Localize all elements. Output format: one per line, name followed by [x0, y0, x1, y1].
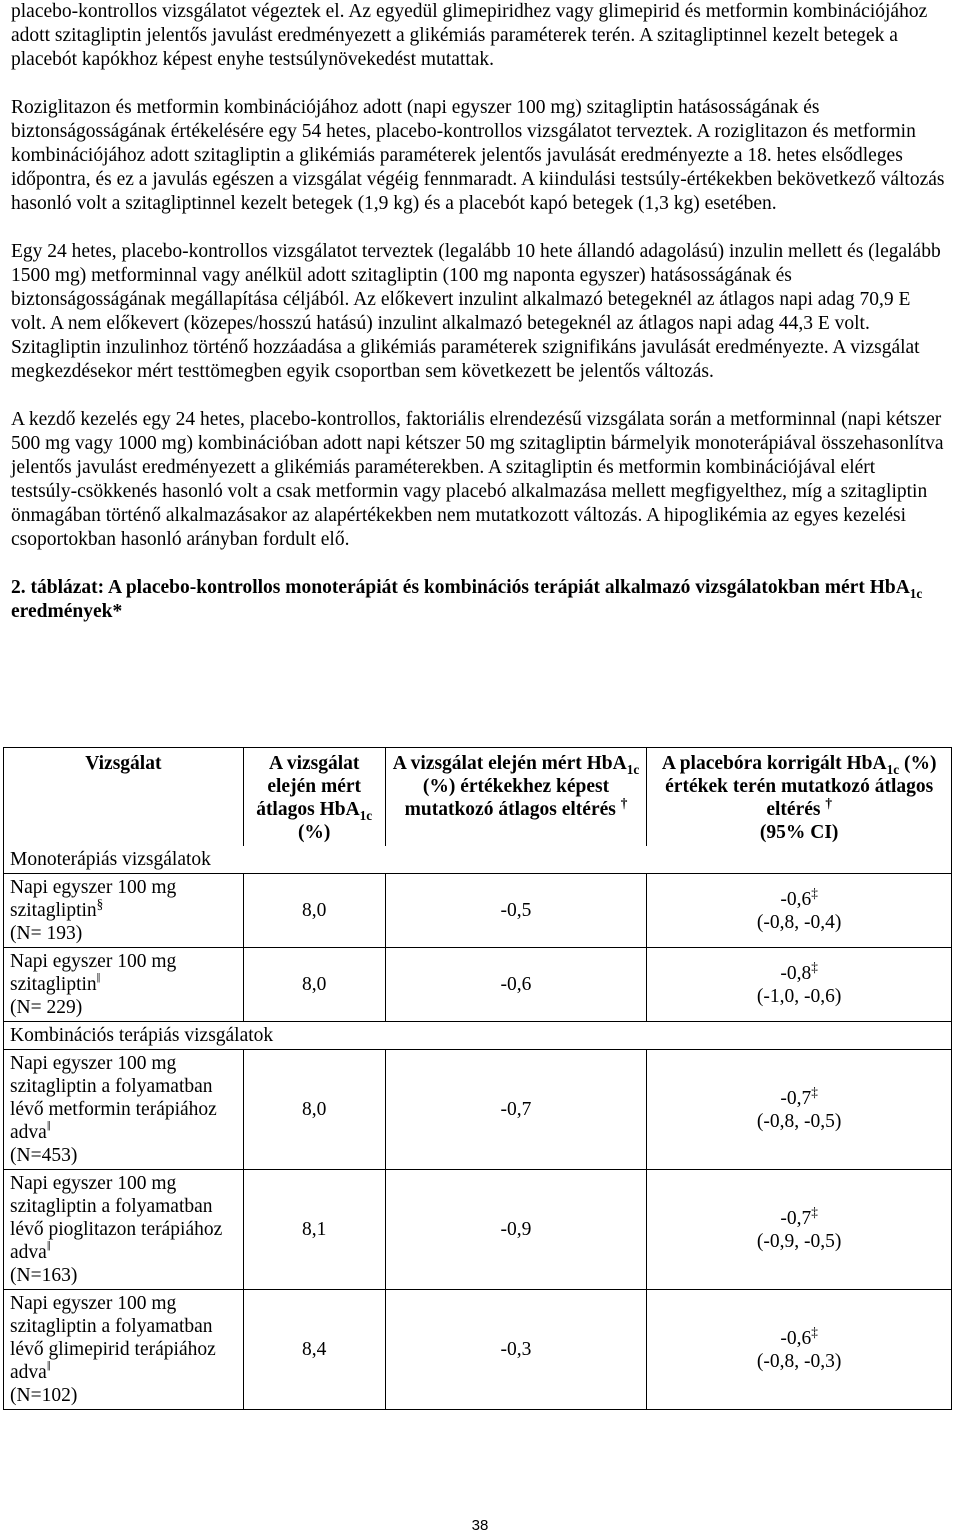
placebo-value: -0,8 [780, 962, 812, 984]
study-footnote-mark: ‖ [46, 1358, 51, 1374]
header-change-sub: 1c [626, 761, 640, 777]
mono-body [4, 874, 952, 1022]
header-change-rest: (%) értékekhez képest mutatkozó átlagos eltérés [404, 776, 621, 820]
cell-study [4, 948, 244, 1022]
caption-suffix: eredmények* [11, 601, 123, 622]
study-footnote-mark: ‖ [46, 1238, 51, 1254]
placebo-footnote-mark: ‡ [811, 1204, 818, 1219]
placebo-footnote-mark: ‡ [811, 885, 818, 900]
header-placebo-ci: (95% CI) [759, 822, 839, 843]
cell-placebo [647, 874, 952, 948]
placebo-footnote-mark: ‡ [811, 1324, 818, 1339]
study-n: (N= 229) [10, 997, 83, 1018]
header-change-text: A vizsgálat elején mért HbA [392, 753, 627, 774]
header-placebo-sub: 1c [886, 761, 900, 777]
table-header-row [4, 748, 952, 847]
header-study [4, 748, 244, 847]
cell-placebo [647, 1290, 952, 1410]
placebo-footnote-mark: ‡ [811, 959, 818, 974]
study-footnote-mark: ‖ [46, 1118, 51, 1134]
cell-baseline: 8,0 [243, 874, 385, 948]
placebo-ci: (-0,8, -0,5) [756, 1110, 842, 1132]
placebo-footnote-mark: ‡ [811, 1084, 818, 1099]
caption-subscript: 1c [909, 585, 923, 601]
cell-change: -0,9 [385, 1170, 647, 1290]
cell-change: -0,6 [385, 948, 647, 1022]
table-row [4, 874, 952, 948]
header-placebo-sup: † [825, 795, 832, 811]
paragraph: A kezdő kezelés egy 24 hetes, placebo-kontrollos, faktoriális elrendezésű vizsgálata során a metforminnal (napi kétszer 500 mg vagy 1000 mg) kombinációban adott napi kétszer 50 mg szitagliptin bármelyik monoterápiával összehasonlítva jelentős javulást eredményezett a glikémiás paraméterekben. A szitagliptin és metformin kombinációjával elért testsúly-csökkenés hasonló volt a csak metformin vagy placebó alkalmazása mellett megfigyelthez, míg a szitagliptin önmagában történő alkalmazásakor az alapértékekben nem mutatkozott változás. A hipoglikémia az egyes kezelési csoportokban hasonló arányban fordult elő. [11, 409, 944, 550]
header-baseline [243, 748, 385, 847]
study-n: (N=453) [10, 1145, 78, 1166]
study-text: Napi egyszer 100 mg szitagliptin [10, 951, 177, 995]
document-page [11, 0, 946, 624]
cell-baseline: 8,1 [243, 1170, 385, 1290]
cell-change: -0,5 [385, 874, 647, 948]
cell-change: -0,3 [385, 1290, 647, 1410]
combo-body [4, 1050, 952, 1410]
results-table [3, 747, 952, 1410]
cell-study [4, 1050, 244, 1170]
study-footnote-mark: § [96, 896, 104, 912]
cell-placebo [647, 1050, 952, 1170]
header-placebo [647, 748, 952, 847]
study-text: Napi egyszer 100 mg szitagliptin a folyamatban lévő glimepirid terápiához adva [10, 1293, 216, 1383]
cell-study [4, 1290, 244, 1410]
table-row [4, 1050, 952, 1170]
placebo-value: -0,6 [780, 888, 812, 910]
header-baseline-unit: (%) [297, 822, 331, 843]
study-text: Napi egyszer 100 mg szitagliptin a folyamatban lévő metformin terápiához adva [10, 1053, 217, 1143]
placebo-ci: (-0,8, -0,3) [756, 1350, 842, 1372]
study-n: (N=163) [10, 1265, 78, 1286]
group-label-mono: Monoterápiás vizsgálatok [4, 846, 952, 874]
header-placebo-text: A placebóra korrigált HbA [661, 753, 887, 774]
page-number: 38 [471, 1517, 489, 1534]
placebo-ci: (-0,8, -0,4) [756, 911, 842, 933]
header-baseline-sub: 1c [359, 807, 373, 823]
table-row [4, 948, 952, 1022]
table-row [4, 1170, 952, 1290]
cell-baseline: 8,4 [243, 1290, 385, 1410]
group-row-combo [4, 1022, 952, 1050]
study-n: (N=102) [10, 1385, 78, 1406]
header-baseline-text: A vizsgálat elején mért átlagos HbA [256, 753, 362, 820]
group-row-mono [4, 846, 952, 874]
table-caption [11, 576, 946, 624]
study-text: Napi egyszer 100 mg szitagliptin a folyamatban lévő pioglitazon terápiához adva [10, 1173, 223, 1263]
cell-placebo [647, 948, 952, 1022]
header-placebo-rest: (%) értékek terén mutatkozó átlagos eltérés [665, 753, 937, 820]
group-label-combo: Kombinációs terápiás vizsgálatok [4, 1022, 952, 1050]
placebo-ci: (-1,0, -0,6) [756, 985, 842, 1007]
study-footnote-mark: ‖ [96, 970, 101, 986]
caption-text: 2. táblázat: A placebo-kontrollos monoterápiát és kombinációs terápiát alkalmazó vizsgálatokban mért HbA [11, 577, 910, 598]
placebo-value: -0,7 [780, 1207, 812, 1229]
placebo-value: -0,6 [780, 1327, 812, 1349]
study-n: (N= 193) [10, 923, 83, 944]
cell-study [4, 874, 244, 948]
cell-study [4, 1170, 244, 1290]
paragraph: placebo-kontrollos vizsgálatot végeztek el. Az egyedül glimepiridhez vagy glimepirid és metformin kombinációjához adott szitagliptin jelentős javulást eredményezett a glikémiás paraméterek terén. A szitagliptinnel kezelt betegek a placebót kapókhoz képest enyhe testsúlynövekedést mutattak. [11, 1, 928, 70]
study-text: Napi egyszer 100 mg szitagliptin [10, 877, 177, 921]
placebo-ci: (-0,9, -0,5) [756, 1230, 842, 1252]
table-row [4, 1290, 952, 1410]
cell-baseline: 8,0 [243, 1050, 385, 1170]
placebo-value: -0,7 [780, 1087, 812, 1109]
header-change-sup: † [620, 795, 628, 811]
cell-baseline: 8,0 [243, 948, 385, 1022]
paragraph: Egy 24 hetes, placebo-kontrollos vizsgálatot terveztek (legalább 10 hete állandó adagolású) inzulin mellett és (legalább 1500 mg) metforminnal vagy anélkül adott szitagliptin (100 mg naponta egyszer) hatásosságának és biztonságosságának megállapítása céljából. Az előkevert inzulint alkalmazó betegeknél az átlagos napi adag 70,9 E volt. A nem előkevert (közepes/hosszú hatású) inzulint alkalmazó betegeknél az átlagos napi adag 44,3 E volt. Szitagliptin inzulinhoz történő hozzáadása a glikémiás paraméterek szignifikáns javulását eredményezte. A vizsgálat megkezdésekor mért testtömegben egyik csoportban sem következett be jelentős változás. [11, 241, 941, 382]
header-study-text: Vizsgálat [85, 753, 162, 774]
paragraph: Roziglitazon és metformin kombinációjához adott (napi egyszer 100 mg) szitagliptin hatásosságának és biztonságosságának értékelésére egy 54 hetes, placebo-kontrollos vizsgálatot terveztek. A roziglitazon és metformin kombinációjához adott szitagliptin a glikémiás paraméterek jelentős javulását eredményezte a 18. hetes elsődleges időpontra, és ez a javulás egészen a vizsgálat végéig fennmaradt. A kiindulási testsúly-értékekben bekövetkező változás hasonló volt a szitagliptinnel kezelt betegek (1,9 kg) és a placebót kapó betegek (1,3 kg) esetében. [11, 97, 945, 214]
cell-placebo [647, 1170, 952, 1290]
header-change [385, 748, 647, 847]
cell-change: -0,7 [385, 1050, 647, 1170]
